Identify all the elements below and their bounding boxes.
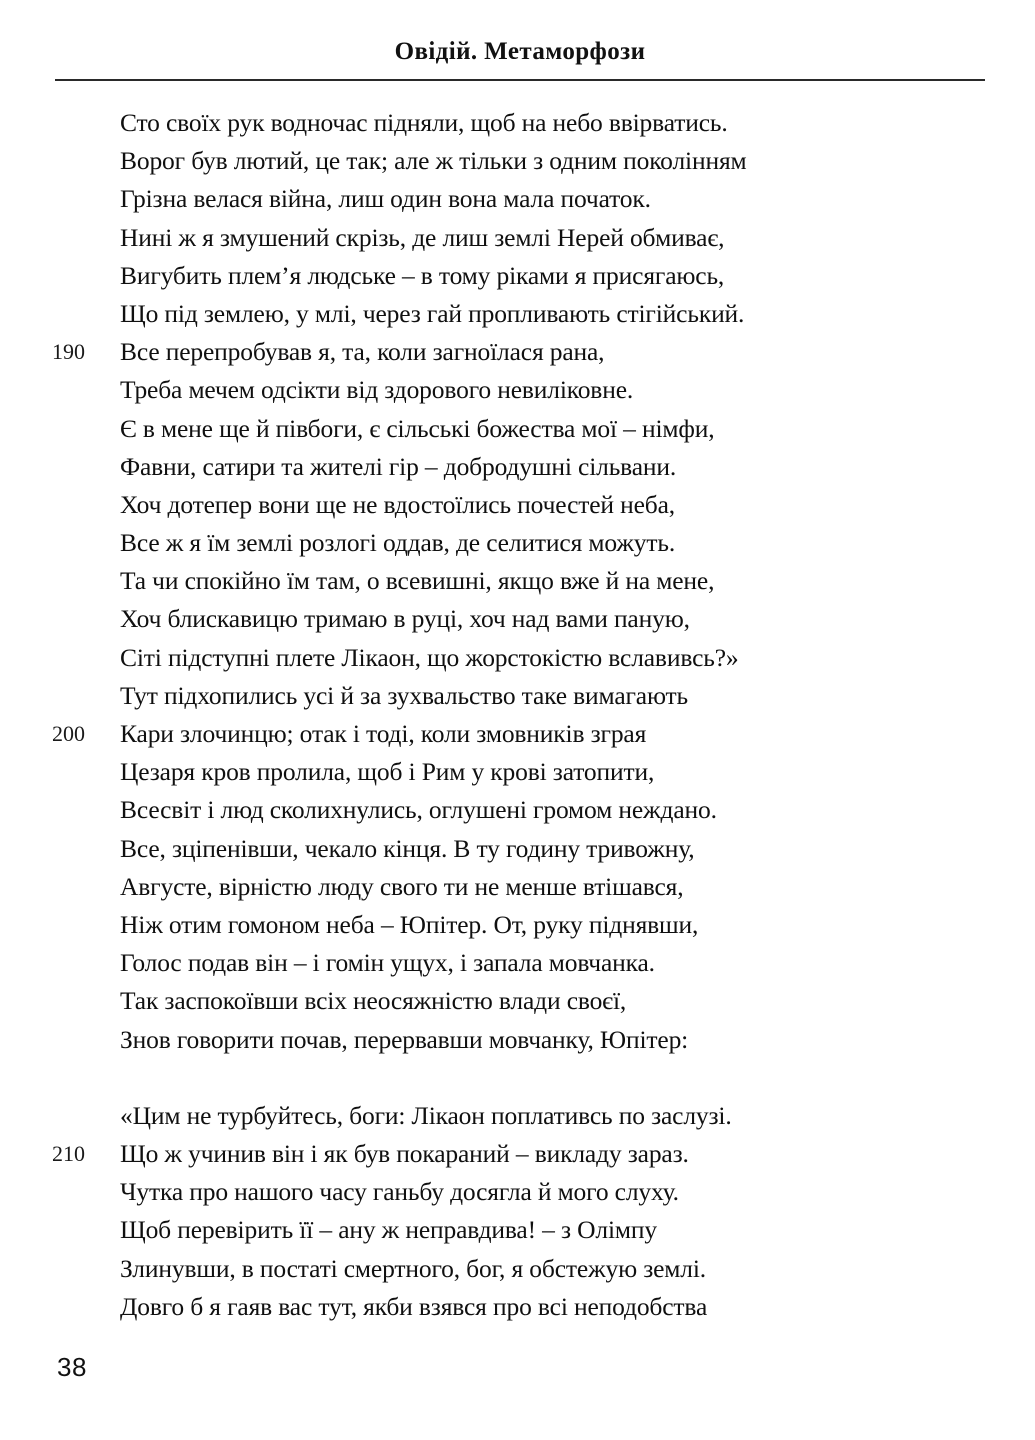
verse-line [0,1250,1035,1288]
verse-line-text: Ворог був лютий, це так; але ж тільки з одним поколінням [120,146,747,176]
verse-line [0,448,1035,486]
verse-line-text: Та чи спокійно їм там, о всевишні, якщо вже й на мене, [120,566,715,596]
verse-line-text: Сто своїх рук водночас підняли, щоб на небо ввірватись. [120,108,728,137]
verse-line [0,104,1035,142]
verse-line [0,524,1035,562]
verse-line-text: Фавни, сатири та жителі гір – добродушні сільвани. [120,451,677,481]
verse-line [0,982,1035,1020]
verse-line-text: Хоч блискавицю тримаю в руці, хоч над вами паную, [120,604,690,634]
verse-line [0,753,1035,791]
verse-line-number: 210 [52,1141,85,1167]
verse-line [0,1135,1035,1173]
verse-line [0,257,1035,295]
verse-line-text: Є в мене ще й півбоги, є сільські божества мої – німфи, [120,413,715,443]
verse-line-text: Сіті підступні плете Лікаон, що жорстокістю вславивсь?» [120,642,739,672]
verse-line [0,486,1035,524]
verse-line-number: 190 [52,339,85,365]
verse-line [0,830,1035,868]
running-head: Овідій. Метаморфози [394,38,646,65]
verse-block [0,104,1035,1326]
verse-line-text: «Цим не турбуйтесь, боги: Лікаон поплативсь по заслузі. [120,1100,732,1130]
verse-line [0,639,1035,677]
verse-line-text: Все, зціпенівши, чекало кінця. В ту годину тривожну, [120,833,695,863]
verse-line [0,371,1035,409]
verse-line [0,1211,1035,1249]
verse-line [0,219,1035,257]
verse-line [0,295,1035,333]
verse-line-text: Знов говорити почав, перервавши мовчанку, Юпітер: [120,1024,689,1054]
verse-line-text: Августе, вірністю люду свого ти не менше втішався, [120,871,684,901]
verse-line-text: Всесвіт і люд сколихнулись, оглушені громом нежданo. [120,795,717,825]
header-rule-divider [55,79,985,81]
verse-line [0,1288,1035,1326]
verse-line [0,562,1035,600]
verse-line [0,1021,1035,1059]
verse-line-text: Що ж учинив він і як був покараний – викладу зараз. [120,1139,689,1169]
verse-line-text: Нині ж я змушений скрізь, де лиш землі Нерей обмиває, [120,222,725,252]
verse-line [0,677,1035,715]
verse-line [0,1173,1035,1211]
verse-line-text: Цезаря кров пролила, щоб і Рим у крові затопити, [120,757,655,787]
verse-line-text: Хоч дотепер вони ще не вдостоїлись почестей неба, [120,489,676,519]
verse-line-text: Що під землею, у млі, через гай пропливають стігійський. [120,298,745,328]
verse-line [0,410,1035,448]
verse-line-text: Ніж отим гомоном неба – Юпітер. От, руку піднявши, [120,909,699,939]
verse-line-text: Чутка про нашого часу ганьбу досягла й мого слуху. [120,1177,679,1207]
verse-line-text: Треба мечем одсікти від здорового невиліковне. [120,375,634,405]
verse-line-text: Так заспокоївши всіх неосяжністю влади своєї, [120,986,627,1016]
page-number: 38 [57,1352,87,1382]
verse-line [0,180,1035,218]
verse-line-number: 200 [52,721,85,746]
verse-line [0,1097,1035,1135]
verse-line-text: Злинувши, в постаті смертного, бог, я обстежую землі. [120,1253,707,1283]
verse-line-text: Кари злочинцю; отак і тоді, коли змовників зграя [120,719,647,748]
verse-line [0,715,1035,753]
verse-line-text: Довго б я гаяв вас тут, якби взявся про всі неподобства [120,1291,708,1321]
verse-line [0,333,1035,371]
verse-line [0,791,1035,829]
verse-line [0,906,1035,944]
verse-line [0,944,1035,982]
verse-line-text: Грізна велася війна, лиш один вона мала початок. [120,184,651,214]
verse-line-text: Щоб перевірить її – ану ж неправдива! – з Олімпу [120,1215,658,1245]
verse-line-text: Все ж я їм землі розлогі оддав, де селитися можуть. [120,528,676,558]
verse-line-text: Все перепробував я, та, коли загноїлася рана, [120,337,605,367]
verse-line [0,142,1035,180]
verse-line-text: Голос подав він – і гомін ущух, і запала мовчанка. [120,948,655,978]
verse-line-text: Вигубить плем’я людське – в тому ріками я присягаюсь, [120,260,725,290]
verse-line [0,600,1035,638]
verse-stanza-gap [0,1059,1035,1097]
verse-line [0,868,1035,906]
verse-line-text: Тут підхопились усі й за зухвальство таке вимагають [120,680,689,710]
